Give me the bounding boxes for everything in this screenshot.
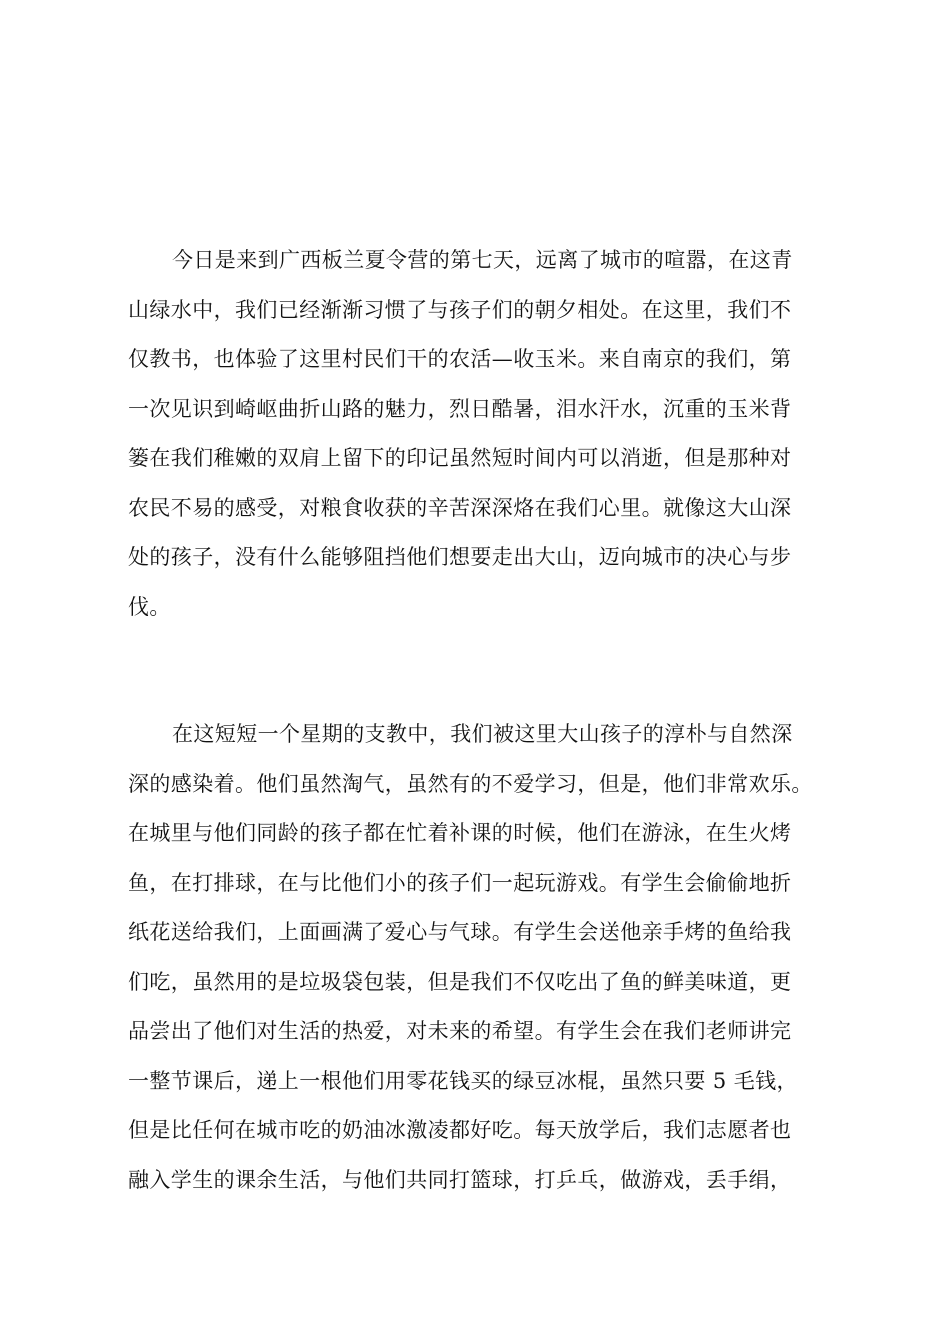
paragraph-line: 纸花送给我们，上面画满了爱心与气球。有学生会送他亲手烤的鱼给我 (128, 920, 792, 944)
paragraph-2 (128, 710, 838, 1205)
paragraph-line: 融入学生的课余生活，与他们共同打篮球，打乒乓，做游戏，丢手绢， (128, 1167, 792, 1192)
paragraph-line: 一次见识到崎岖曲折山路的魅力，烈日酷暑，泪水汗水，沉重的玉米背 (128, 396, 792, 421)
paragraph-line: 今日是来到广西板兰夏令营的第七天，远离了城市的喧嚣，在这青 (172, 248, 793, 272)
paragraph-line: 一整节课后，递上一根他们用零花钱买的绿豆冰棍，虽然只要 5 毛钱， (128, 1068, 798, 1093)
paragraph-line: 山绿水中，我们已经渐渐习惯了与孩子们的朝夕相处。在这里，我们不 (128, 297, 792, 322)
paragraph-line: 们吃，虽然用的是垃圾袋包装，但是我们不仅吃出了鱼的鲜美味道，更 (128, 969, 792, 994)
paragraph-line: 但是比任何在城市吃的奶油冰激凌都好吃。每天放学后，我们志愿者也 (128, 1118, 792, 1142)
paragraph-line: 处的孩子，没有什么能够阻挡他们想要走出大山，迈向城市的决心与步 (128, 545, 792, 569)
paragraph-line: 在城里与他们同龄的孩子都在忙着补课的时候，他们在游泳，在生火烤 (128, 821, 792, 845)
paragraph-line: 农民不易的感受，对粮食收获的辛苦深深烙在我们心里。就像这大山深 (128, 495, 792, 520)
paragraph-line: 仅教书，也体验了这里村民们干的农活—收玉米。来自南京的我们，第 (128, 347, 792, 371)
paragraph-line: 鱼，在打排球，在与比他们小的孩子们一起玩游戏。有学生会偷偷地折 (128, 870, 792, 895)
paragraph-line: 在这短短一个星期的支教中，我们被这里大山孩子的淳朴与自然深 (172, 722, 793, 746)
paragraph-line: 伐。 (128, 594, 171, 619)
paragraph-line: 篓在我们稚嫩的双肩上留下的印记虽然短时间内可以消逝，但是那种对 (128, 446, 792, 470)
paragraph-line: 深的感染着。他们虽然淘气，虽然有的不爱学习，但是，他们非常欢乐。 (128, 771, 813, 796)
paragraph-line: 品尝出了他们对生活的热爱，对未来的希望。有学生会在我们老师讲完 (128, 1019, 792, 1043)
paragraph-1 (128, 236, 838, 632)
